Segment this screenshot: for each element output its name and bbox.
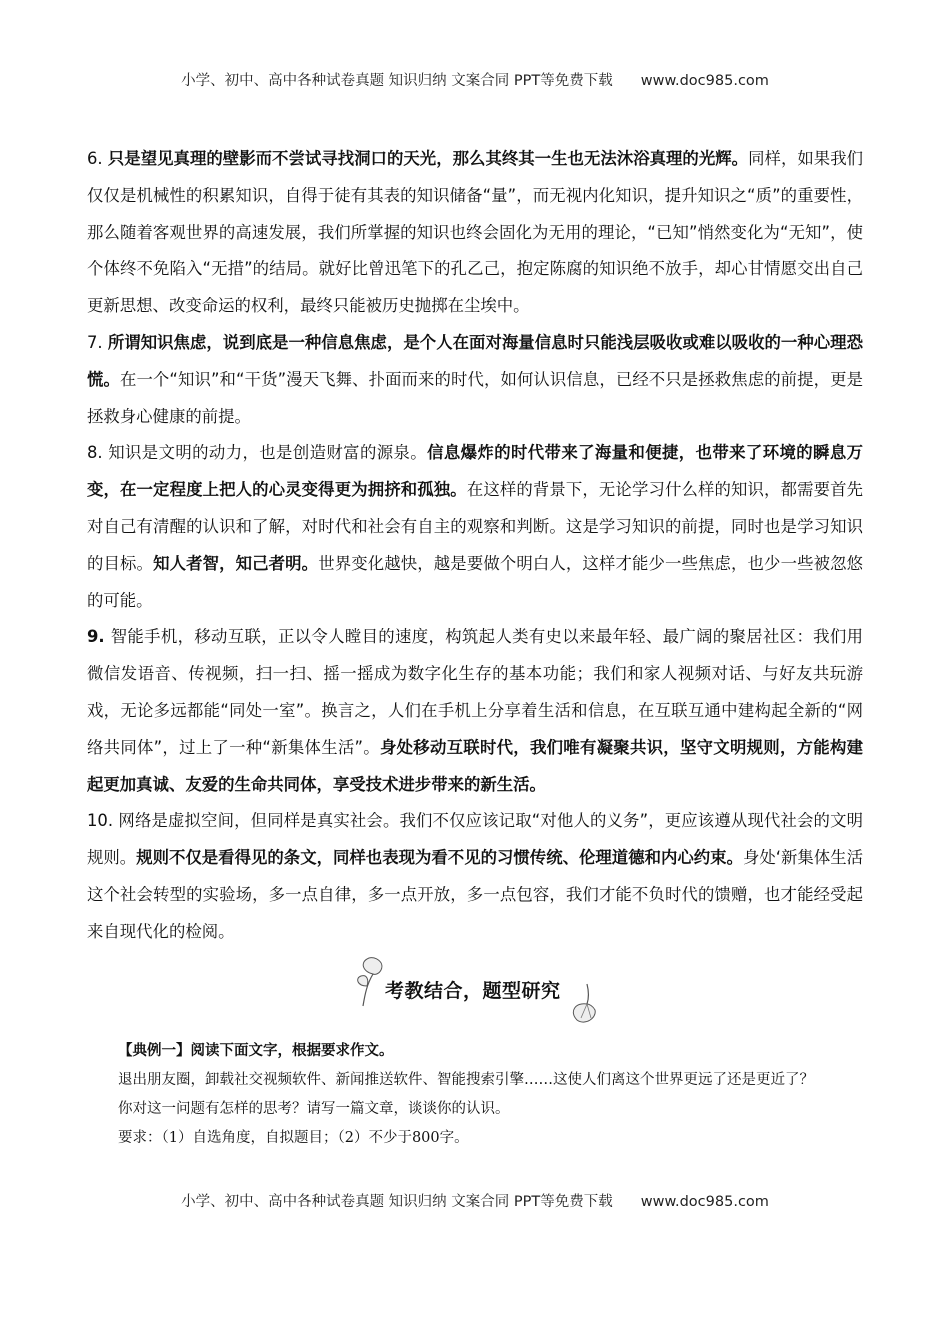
leaf-decoration-icon — [567, 982, 607, 1026]
bold-text: 规则不仅是看得见的条文，同样也表现为看不见的习惯传统、伦理道德和内心约束。 — [136, 848, 743, 868]
text-segment: 8. 知识是文明的动力，也是创造财富的源泉。 — [87, 443, 428, 463]
bold-text: 信息爆炸的时代带来了海量和便捷，也带来了环境的瞬息万变，在一定程度上把人的心灵变得更为拥挤和孤独。 — [87, 443, 863, 500]
footer-text: 小学、初中、高中各种试卷真题 知识归纳 文案合同 PPT等免费下载 — [181, 1194, 613, 1210]
text-segment: 在这样的背景下，无论学习什么样的知识，都需要首先对自己有清醒的认识和了解，对时代和社会有自主的观察和判断。这是学习知识的前提，同时也是学习知识的目标。 — [87, 480, 864, 573]
text-segment: 7. — [87, 332, 108, 352]
leaf-decoration-icon — [355, 956, 389, 1008]
text-segment: 世界变化越快，越是要做个明白人，这样才能少一些焦虑，也少一些被忽悠的可能。 — [87, 553, 864, 610]
header-text: 小学、初中、高中各种试卷真题 知识归纳 文案合同 PPT等免费下载 — [181, 73, 613, 89]
paragraph-6 — [87, 141, 863, 325]
text-segment: 6. — [87, 149, 108, 168]
paragraph-7 — [87, 325, 863, 435]
bold-text: 只是望见真理的壁影而不尝试寻找洞口的天光，那么其终其一生也无法沐浴真理的光辉。 — [107, 149, 749, 168]
section-title: 考教结合，题型研究 — [385, 980, 561, 1002]
example-material: 退出朋友圈，卸载社交视频软件、新闻推送软件、智能搜索引擎……这使人们离这个世界更远了还是更近了？ — [118, 1072, 814, 1088]
header-url[interactable]: www.doc985.com — [640, 73, 769, 89]
text-segment: 同样，如果我们仅仅是机械性的积累知识，自得于徒有其表的知识储备“量”，而无视内化知识，提升知识之“质”的重要性，那么随着客观世界的高速发展，我们所掌握的知识也终会固化为无用的理论，“已知”悄然变化为“无知”，使个体终不免陷入“无措”的结局。就好比曾迅笔下的孔乙己，抱定陈腐的知识绝不放手，却心甘情愿交出自己更新思想、改变命运的权利，最终只能被历史抛掷在尘埃中。 — [87, 149, 863, 316]
example-requirements: 要求：（1）自选角度，自拟题目；（2）不少于800字。 — [118, 1130, 469, 1146]
text-segment: 在一个“知识”和“干货”漫天飞舞、扑面而来的时代，如何认识信息，已经不只是拯救焦虑的前提，更是拯救身心健康的前提。 — [87, 369, 863, 426]
text-segment: 10. 网络是虚拟空间，但同样是真实社会。我们不仅应该记取“对他人的义务”，更应该遵从现代社会的文明规则。 — [87, 811, 863, 868]
example-block — [87, 1037, 863, 1153]
footer-url[interactable]: www.doc985.com — [640, 1194, 769, 1210]
bold-text: 9. — [87, 627, 111, 647]
bold-text: 所谓知识焦虑，说到底是一种信息焦虑，是个人在面对海量信息时只能浅层吸收或难以吸收的一种心理恐慌。 — [87, 332, 863, 389]
example-heading: 【典例一】阅读下面文字，根据要求作文。 — [118, 1043, 394, 1059]
page-header — [0, 69, 950, 90]
paragraph-9 — [87, 619, 863, 803]
page-footer — [0, 1190, 950, 1211]
bold-text: 知人者智，知己者明。 — [153, 553, 319, 573]
text-segment: 智能手机，移动互联，正以令人瞠目的速度，构筑起人类有史以来最年轻、最广阔的聚居社区：我们用微信发语音、传视频，扫一扫、摇一摇成为数字化生存的基本功能；我们和家人视频对话、与好友共玩游戏，无论多远都能“同处一室”。换言之，人们在手机上分享着生活和信息，在互联互通中建构起全新的“网络共同体”，过上了一种“新集体生活”。 — [87, 627, 864, 757]
section-banner — [355, 962, 605, 1022]
example-question: 你对这一问题有怎样的思考？请写一篇文章，谈谈你的认识。 — [118, 1101, 510, 1117]
bold-text: 身处移动互联时代，我们唯有凝聚共识，坚守文明规则，方能构建起更加真诚、友爱的生命共同体，享受技术进步带来的新生活。 — [87, 737, 864, 794]
paragraph-10 — [87, 803, 863, 950]
article-body — [87, 141, 863, 951]
paragraph-8 — [87, 435, 863, 619]
text-segment: 身处‘新集体生活这个社会转型的实验场，多一点自律，多一点开放，多一点包容，我们才能不负时代的馈赠，也才能经受起来自现代化的检阅。 — [87, 848, 864, 941]
